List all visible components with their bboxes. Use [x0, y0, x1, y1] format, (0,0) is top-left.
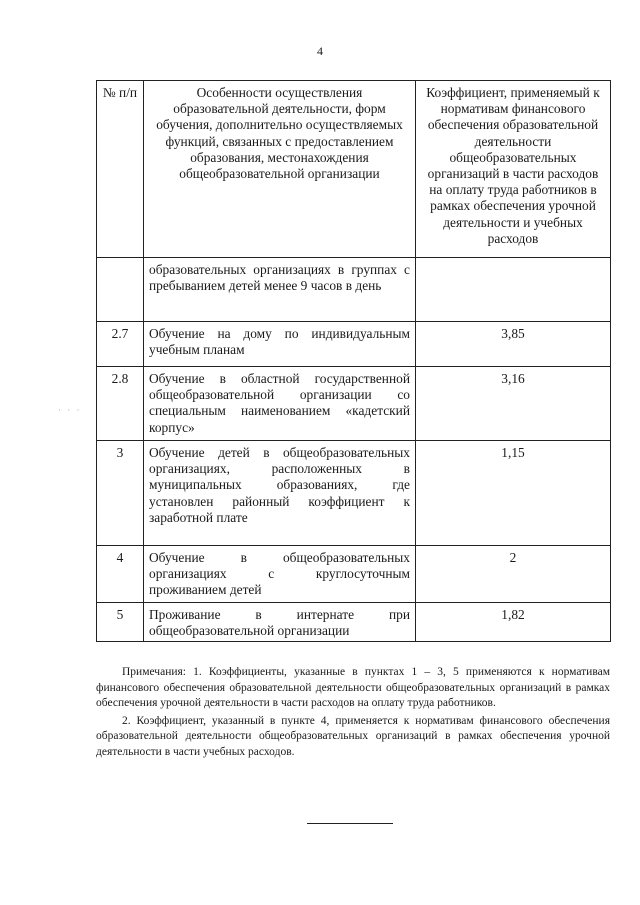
row-text: образовательных организациях в группах с пребыванием детей менее 9 часов в день [144, 258, 416, 322]
page-number: 4 [317, 44, 323, 58]
row-text: Обучение в областной государственной общеобразовательной организации со специальным наименованием «кадетский корпус» [144, 367, 416, 441]
row-number [97, 258, 144, 322]
row-number: 2.7 [97, 322, 144, 367]
row-value: 3,16 [416, 367, 611, 441]
row-text: Обучение на дому по индивидуальным учебным планам [144, 322, 416, 367]
header-coefficient: Коэффициент, применяемый к нормативам финансового обеспечения образовательной деятельности общеобразовательных организаций в части расходов на оплату труда работников в рамках обеспечения урочной деятельности и учебных расходов [416, 81, 611, 258]
row-number: 2.8 [97, 367, 144, 441]
header-feature: Особенности осуществления образовательной деятельности, форм обучения, дополнительно осуществляемых функций, связанных с предоставлением образования, местонахождения общеобразовательной организации [144, 81, 416, 258]
margin-scan-dots: · · · [58, 405, 82, 415]
table-header-row [97, 81, 611, 258]
header-number: № п/п [97, 81, 144, 258]
table-row [97, 546, 611, 603]
notes-section [96, 665, 610, 761]
row-number: 4 [97, 546, 144, 603]
table-row [97, 367, 611, 441]
row-value [416, 258, 611, 322]
row-text: Проживание в интернате при общеобразовательной организации [144, 603, 416, 642]
row-number: 3 [97, 441, 144, 546]
table-row [97, 441, 611, 546]
table-row [97, 322, 611, 367]
row-text: Обучение в общеобразовательных организациях с круглосуточным проживанием детей [144, 546, 416, 603]
row-value: 2 [416, 546, 611, 603]
note-2: 2. Коэффициент, указанный в пункте 4, применяется к нормативам финансового обеспечения образовательной деятельности общеобразовательных организаций в рамках обеспечения урочной деятельности в части учебных расходов. [96, 714, 610, 758]
row-value: 1,15 [416, 441, 611, 546]
table-row [97, 603, 611, 642]
row-text: Обучение детей в общеобразовательных организациях, расположенных в муниципальных образованиях, где установлен районный коэффициент к заработной плате [144, 441, 416, 546]
table-row [97, 258, 611, 322]
row-value: 3,85 [416, 322, 611, 367]
row-value: 1,82 [416, 603, 611, 642]
closing-rule [307, 823, 393, 824]
note-1: Примечания: 1. Коэффициенты, указанные в пунктах 1 – 3, 5 применяются к нормативам финансового обеспечения образовательной деятельности общеобразовательных организаций в рамках обеспечения урочной деятельности в части расходов на оплату труда работников. [96, 666, 610, 710]
row-number: 5 [97, 603, 144, 642]
coefficients-table [96, 80, 611, 642]
